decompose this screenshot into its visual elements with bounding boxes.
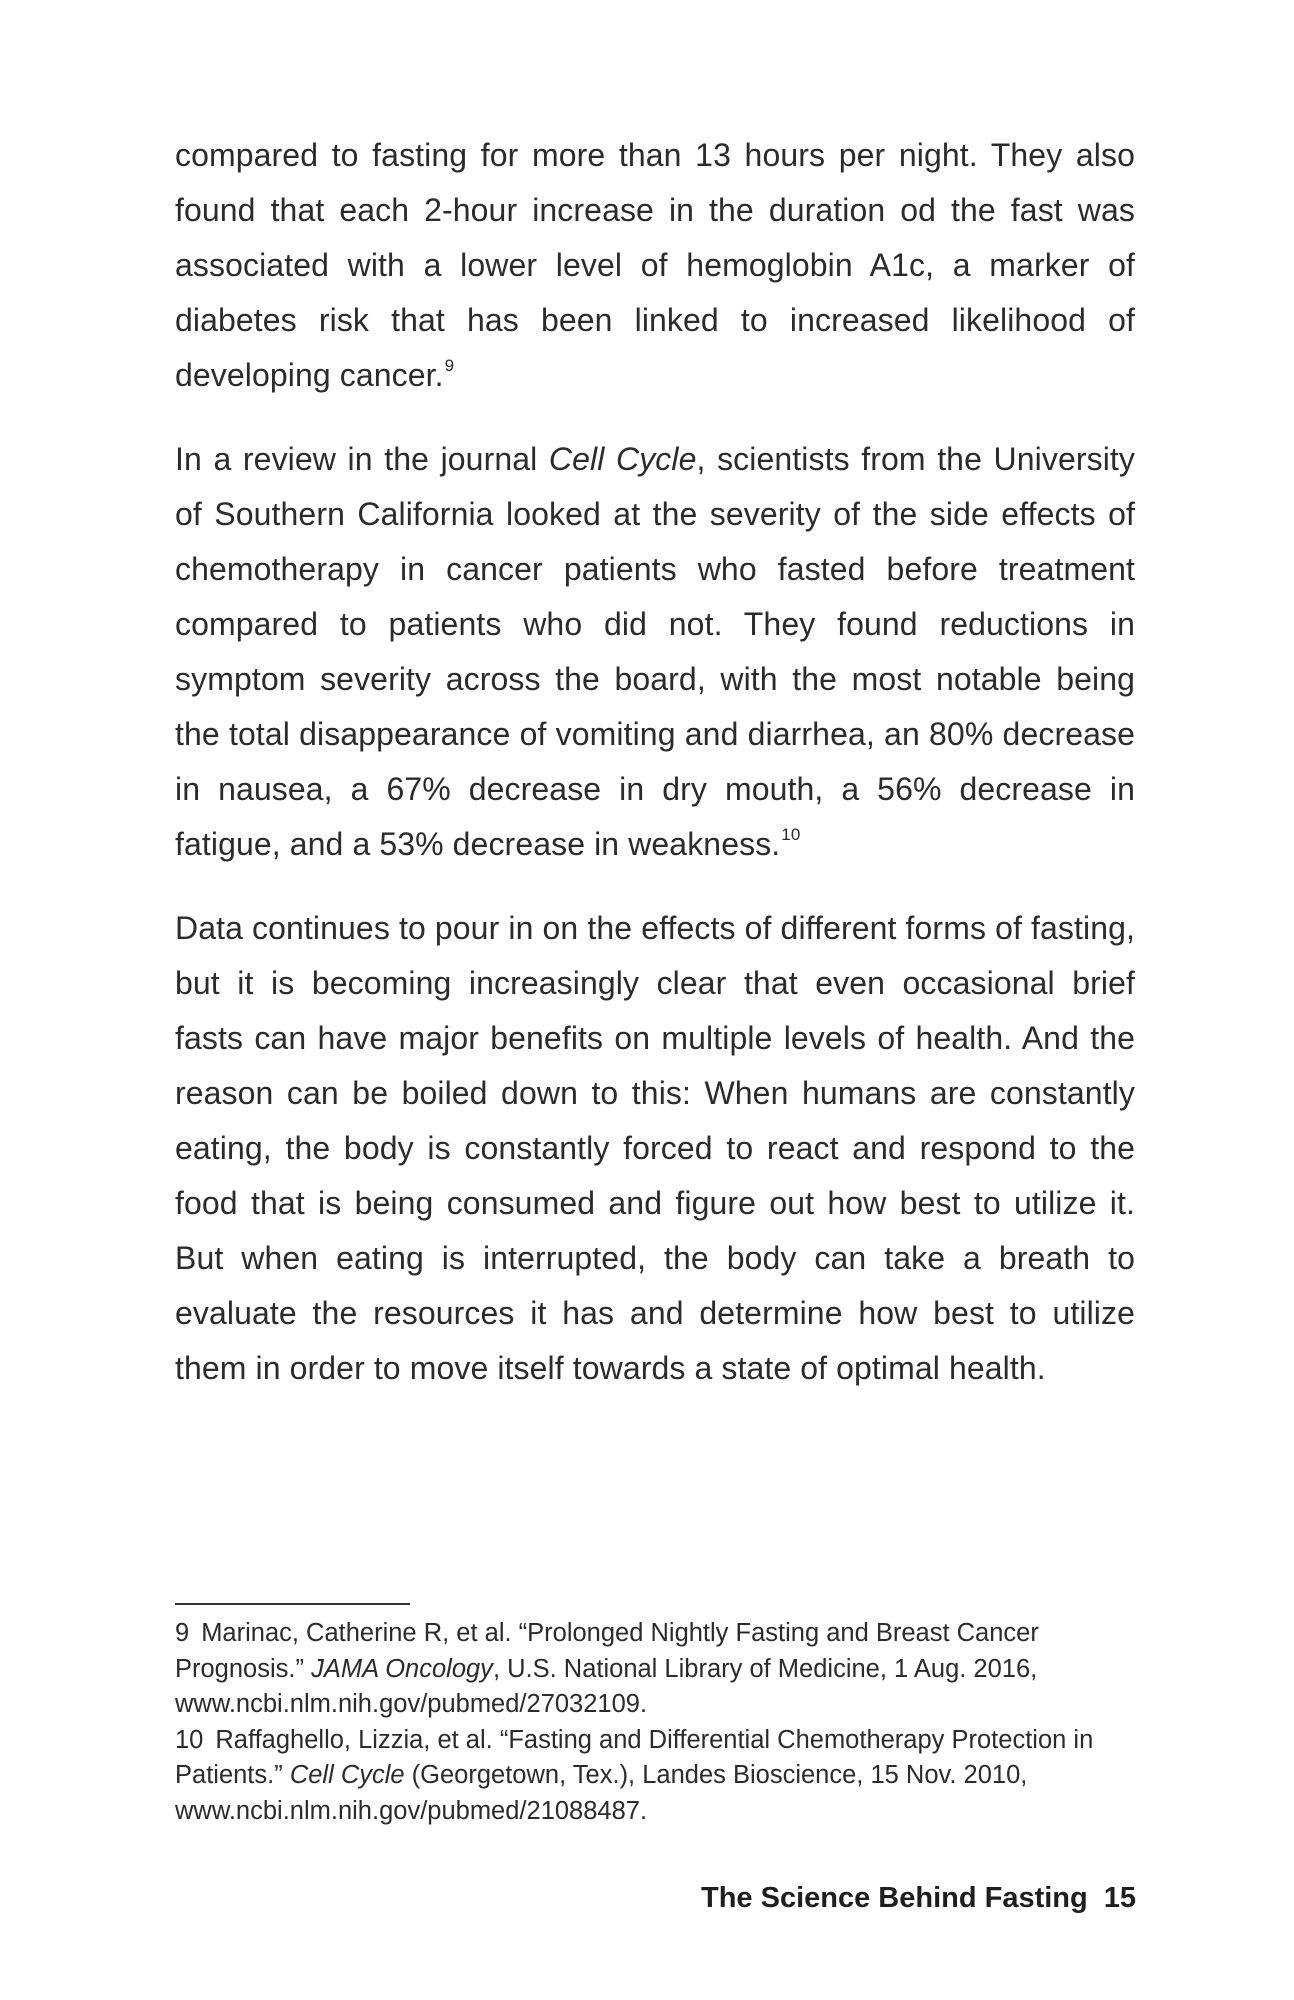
footnote-number: 9: [175, 1619, 190, 1647]
footnote-ref-10: 10: [781, 825, 801, 844]
footnote-text-before: Marinac, Catherine R, et al. “Prolonged Nightly Fasting and Breast Cancer Prognosis.”: [175, 1619, 1039, 1683]
paragraph-2-text-after: , scientists from the University of Southern California looked at the severity of the side effects of chemotherapy in cancer patients who fasted before treatment compared to patients who did not. They found reductions in symptom severity across the board, with the most notable being the total disappearance of vomiting and diarrhea, an 80% decrease in nausea, a 67% decrease in dry mouth, a 56% decrease in fatigue, and a 53% decrease in weakness.: [175, 441, 1136, 862]
paragraph-3: [175, 901, 1135, 1396]
paragraph-1: [175, 128, 1135, 403]
running-footer: [701, 1878, 1136, 1918]
footnote-journal-title: JAMA Oncology: [311, 1654, 493, 1683]
footnote-text-after: , U.S. National Library of Medicine, 1 Aug. 2016, www.ncbi.nlm.nih.gov/pubmed/27032109.: [175, 1654, 1038, 1718]
footnote-ref-9: 9: [444, 356, 455, 375]
footnote-number: 10: [175, 1725, 204, 1754]
footnote-divider: [175, 1603, 410, 1605]
footnote-text-before: Raffaghello, Lizzia, et al. “Fasting and Differential Chemotherapy Protection in Patients.”: [175, 1725, 1094, 1789]
footnote-journal-title: Cell Cycle: [289, 1761, 405, 1789]
footnote-text-after: (Georgetown, Tex.), Landes Bioscience, 15 Nov. 2010, www.ncbi.nlm.nih.gov/pubmed/21088487.: [175, 1761, 1028, 1825]
footnote-9: [175, 1616, 1135, 1723]
page-number: 15: [1103, 1882, 1136, 1914]
body-text: [175, 128, 1135, 1425]
footnotes: [175, 1616, 1135, 1829]
journal-title-cell-cycle: Cell Cycle: [548, 441, 697, 477]
paragraph-2: [175, 432, 1135, 872]
paragraph-1-text: compared to fasting for more than 13 hours per night. They also found that each 2-hour increase in the duration od the fast was associated with a lower level of hemoglobin A1c, a marker of diabetes risk that has been linked to increased likelihood of developing cancer.: [175, 137, 1135, 393]
paragraph-2-text-before: In a review in the journal: [175, 441, 549, 477]
running-title: The Science Behind Fasting: [700, 1882, 1088, 1914]
paragraph-3-text: Data continues to pour in on the effects of different forms of fasting, but it is becoming increasingly clear that even occasional brief fasts can have major benefits on multiple levels of health. And the reason can be boiled down to this: When humans are constantly eating, the body is constantly forced to react and respond to the food that is being consumed and figure out how best to utilize it. But when eating is interrupted, the body can take a breath to evaluate the resources it has and determine how best to utilize them in order to move itself towards a state of optimal health.: [175, 910, 1135, 1386]
footnote-10: [175, 1723, 1135, 1830]
